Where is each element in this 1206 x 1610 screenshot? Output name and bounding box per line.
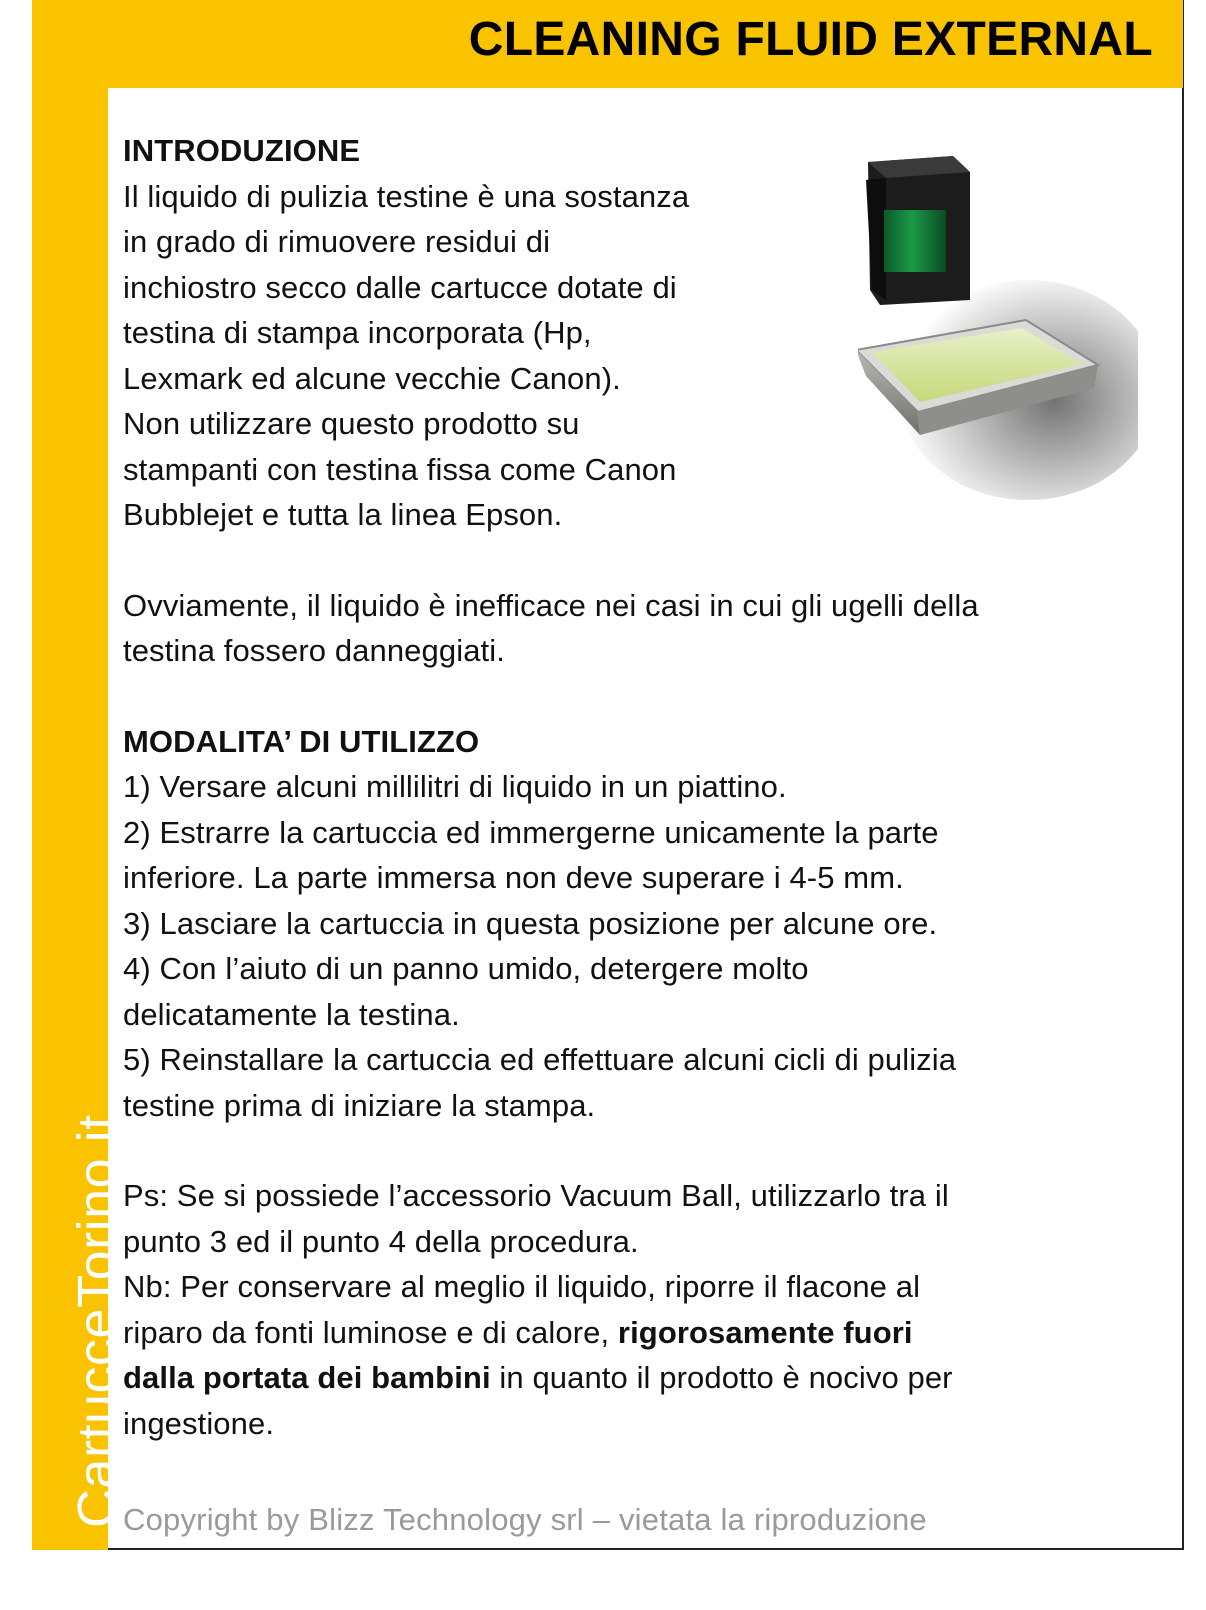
- intro-line: Non utilizzare questo prodotto su: [123, 406, 580, 441]
- usage-step-line: delicatamente la testina.: [123, 996, 460, 1032]
- usage-step-line: testine prima di iniziare la stampa.: [123, 1087, 596, 1123]
- usage-step-line: 3) Lasciare la cartuccia in questa posizione per alcune ore.: [123, 905, 938, 941]
- intro-line: inchiostro secco dalle cartucce dotate di: [123, 269, 677, 305]
- copyright-text: Copyright by Blizz Technology srl – vietata la riproduzione: [123, 1502, 927, 1537]
- usage-step-line: 2) Estrarre la cartuccia ed immergerne unicamente la parte: [123, 814, 939, 850]
- usage-step-line: 4) Con l’aiuto di un panno umido, detergere molto: [123, 951, 809, 986]
- nb-line: [123, 1355, 1178, 1401]
- warning-text: dalla portata dei bambini: [123, 1360, 491, 1395]
- intro-heading: INTRODUZIONE: [123, 133, 361, 168]
- intro-note-line: Ovviamente, il liquido è inefficace nei casi in cui gli ugelli della: [123, 587, 979, 623]
- intro-section: [123, 128, 1178, 674]
- header-bar: [32, 0, 1183, 88]
- intro-line: stampanti con testina fissa come Canon: [123, 451, 677, 487]
- brand-vertical-text: CartucceTorino.it: [67, 1114, 127, 1528]
- page-title: CLEANING FLUID EXTERNAL: [468, 13, 1153, 66]
- ps-line: Ps: Se si possiede l’accessorio Vacuum Ball, utilizzarlo tra il: [123, 1178, 949, 1213]
- notes-section: [123, 1173, 1178, 1446]
- usage-step-line: 5) Reinstallare la cartuccia ed effettuare alcuni cicli di pulizia: [123, 1042, 957, 1077]
- intro-line: in grado di rimuovere residui di: [123, 224, 551, 259]
- nb-line: [123, 1310, 1178, 1356]
- nb-line: ingestione.: [123, 1405, 275, 1441]
- usage-section: [123, 719, 1178, 1129]
- intro-line: Bubblejet e tutta la linea Epson.: [123, 497, 563, 532]
- warning-text: rigorosamente fuori: [617, 1314, 913, 1350]
- usage-step-line: inferiore. La parte immersa non deve superare i 4-5 mm.: [123, 860, 904, 895]
- nb-text: riparo da fonti luminose e di calore,: [123, 1314, 618, 1350]
- intro-line: testina di stampa incorporata (Hp,: [123, 315, 592, 350]
- usage-heading: MODALITA’ DI UTILIZZO: [123, 723, 480, 759]
- document-body: [123, 128, 1178, 1446]
- intro-note-line: testina fossero danneggiati.: [123, 633, 505, 668]
- nb-line: Nb: Per conservare al meglio il liquido, riporre il flacone al: [123, 1269, 921, 1304]
- ps-line: punto 3 ed il punto 4 della procedura.: [123, 1223, 639, 1259]
- intro-line: Il liquido di pulizia testine è una sostanza: [123, 178, 690, 214]
- intro-line: Lexmark ed alcune vecchie Canon).: [123, 360, 621, 396]
- nb-text: in quanto il prodotto è nocivo per: [490, 1360, 953, 1395]
- usage-step-line: 1) Versare alcuni millilitri di liquido in un piattino.: [123, 769, 787, 804]
